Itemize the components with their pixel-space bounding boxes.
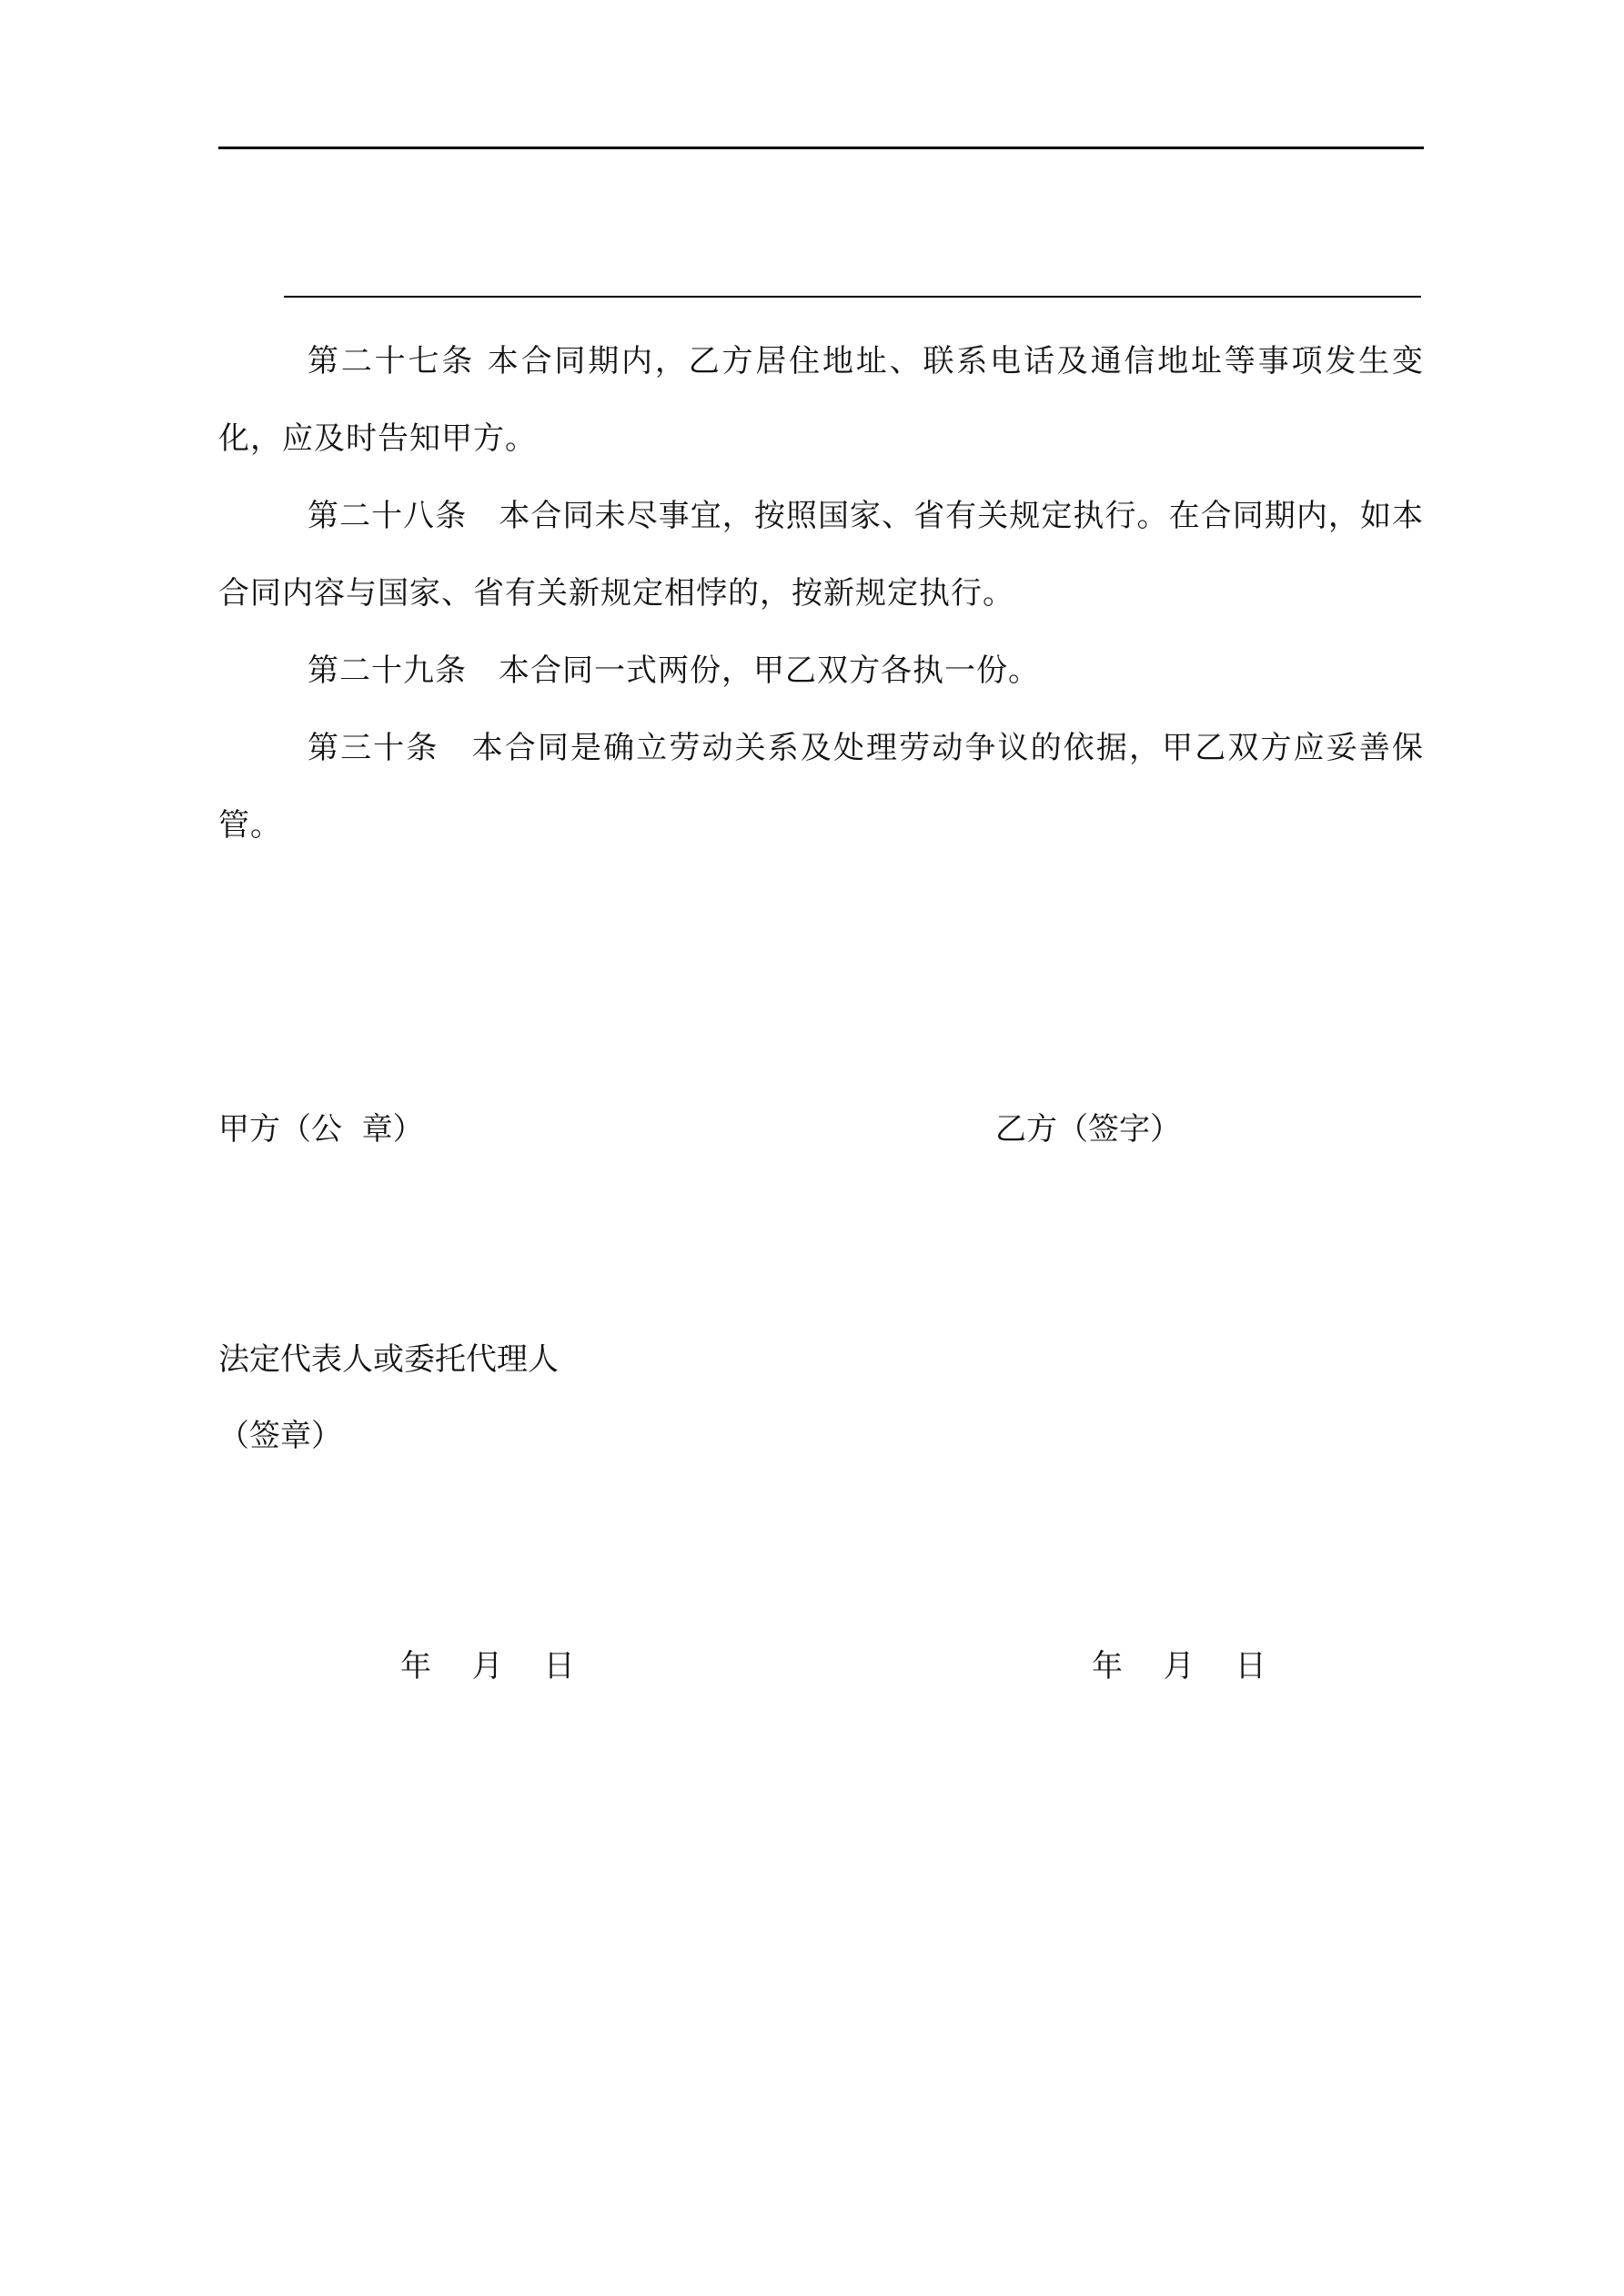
legal-representative-label: 法定代表人或委托代理人 <box>218 1341 559 1378</box>
blank-fill-line <box>284 296 1421 298</box>
party-a-date: 年 月 日 <box>400 1648 575 1684</box>
representative-sign-label: （签章） <box>218 1418 342 1454</box>
party-b-signature-label: 乙方（签字） <box>995 1111 1181 1148</box>
article-29: 第二十九条 本合同一式两份，甲乙双方各执一份。 <box>308 652 1040 689</box>
article-28: 第二十八条 本合同未尽事宜，按照国家、省有关规定执行。在合同期内，如本合同内容与国家、省有关新规定相悖的，按新规定执行。 <box>218 498 1424 612</box>
article-30: 第三十条 本合同是确立劳动关系及处理劳动争议的依据，甲乙双方应妥善保管。 <box>218 730 1424 844</box>
party-b-date: 年 月 日 <box>1092 1648 1266 1684</box>
party-a-seal-label: 甲方（公 章） <box>218 1111 424 1148</box>
article-27: 第二十七条 本合同期内，乙方居住地址、联系电话及通信地址等事项发生变化，应及时告知甲方。 <box>218 343 1424 457</box>
header-rule <box>218 147 1424 149</box>
